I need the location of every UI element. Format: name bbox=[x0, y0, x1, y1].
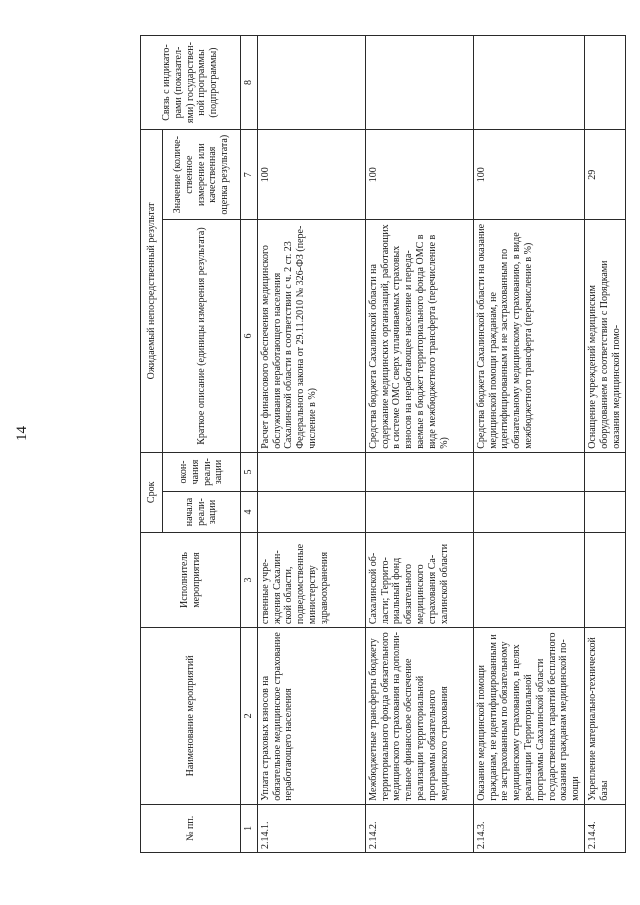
row-number: 2.14.1. bbox=[257, 804, 365, 852]
column-number: 4 bbox=[241, 492, 258, 533]
header-name: Наименование мероприятий bbox=[141, 628, 241, 805]
column-number: 2 bbox=[241, 628, 258, 805]
column-number: 6 bbox=[241, 220, 258, 453]
header-term: Срок bbox=[141, 452, 163, 532]
term-start bbox=[257, 492, 365, 533]
result-description: Средства бюджета Сахалинской области на содержание медицинских организаций, работающих в системе ОМС сверх уплачиваемых страховых взносов на неработающее население и передаваемые в бюджет территориального фонда ОМС в виде межбюджетного трансферта (перечисление в %) bbox=[365, 220, 473, 453]
table-row bbox=[365, 36, 473, 853]
indicator-link bbox=[584, 36, 625, 130]
result-description: Расчет финансового обеспечения медицинского обслуживания неработающего населения Сахалинской области в соответствии с ч. 2 ст. 23 Федерального закона от 29.11.2010 № 326-ФЗ (перечисление в %) bbox=[257, 220, 365, 453]
activities-table bbox=[140, 35, 626, 853]
result-description: Оснащение учреждений медицинским оборудованием в соответствии с Порядками оказания медицинской помо- bbox=[584, 220, 625, 453]
result-value: 29 bbox=[584, 130, 625, 220]
table-row bbox=[473, 36, 584, 853]
term-end bbox=[584, 452, 625, 491]
column-number: 1 bbox=[241, 804, 258, 852]
column-number: 3 bbox=[241, 532, 258, 627]
header-result-desc: Краткое описание (единицы измерения результата) bbox=[163, 220, 241, 453]
column-number-row bbox=[241, 36, 258, 853]
header-result: Ожидаемый непосредственный результат bbox=[141, 130, 163, 453]
term-end bbox=[473, 452, 584, 491]
term-start bbox=[473, 492, 584, 533]
term-start bbox=[584, 492, 625, 533]
header-result-value: Значение (количественное измерение или качественная оценка результата) bbox=[163, 130, 241, 220]
result-value: 100 bbox=[473, 130, 584, 220]
term-end bbox=[365, 452, 473, 491]
term-end bbox=[257, 452, 365, 491]
result-value: 100 bbox=[257, 130, 365, 220]
result-value: 100 bbox=[365, 130, 473, 220]
activity-name: Оказание медицинской помощи гражданам, не идентифицированным и не застрахованным по обязательному медицинскому страхованию, в целях реализации Территориальной программы Сахалинской области государственных гарантий бесплатного оказания гражданам медицинской помощи bbox=[473, 628, 584, 805]
activity-name: Укрепление материально-технической базы bbox=[584, 628, 625, 805]
row-number: 2.14.2. bbox=[365, 804, 473, 852]
row-number: 2.14.4. bbox=[584, 804, 625, 852]
activity-executor: Сахалинской области; Территориальный фонд обязательного медицинского страхования Сахалинской области bbox=[365, 532, 473, 627]
indicator-link bbox=[257, 36, 365, 130]
page-number: 14 bbox=[14, 426, 30, 441]
header-executor: Исполнитель мероприятия bbox=[141, 532, 241, 627]
indicator-link bbox=[473, 36, 584, 130]
term-start bbox=[365, 492, 473, 533]
header-no: № пп. bbox=[141, 804, 241, 852]
header-link: Связь с индикаторами (показателями) государственной программы (подпрограммы) bbox=[141, 36, 241, 130]
result-description: Средства бюджета Сахалинской области на оказание медицинской помощи гражданам, не идентифицированным и не застрахованным по обязательному медицинскому страхованию, в виде межбюджетного трансферта (перечисление в %) bbox=[473, 220, 584, 453]
column-number: 5 bbox=[241, 452, 258, 491]
activity-executor bbox=[473, 532, 584, 627]
activity-executor bbox=[584, 532, 625, 627]
activity-executor: ственные учреждения Сахалинской области, подведомственные министерству здравоохранения bbox=[257, 532, 365, 627]
column-number: 8 bbox=[241, 36, 258, 130]
table-row bbox=[584, 36, 625, 853]
indicator-link bbox=[365, 36, 473, 130]
activity-name: Уплата страховых взносов на обязательное медицинское страхование неработающего населения bbox=[257, 628, 365, 805]
rotated-table-container bbox=[140, 35, 622, 853]
row-number: 2.14.3. bbox=[473, 804, 584, 852]
table-row bbox=[257, 36, 365, 853]
activity-name: Межбюджетные трансферты бюджету территориального фонда обязательного медицинского страхования на дополнительное финансовое обеспечение реализации территориальной программы обязательного медицинского страхования bbox=[365, 628, 473, 805]
column-number: 7 bbox=[241, 130, 258, 220]
header-term-start: начала реализации bbox=[163, 492, 241, 533]
header-row-1 bbox=[141, 36, 163, 853]
header-term-end: окончания реализации bbox=[163, 452, 241, 491]
